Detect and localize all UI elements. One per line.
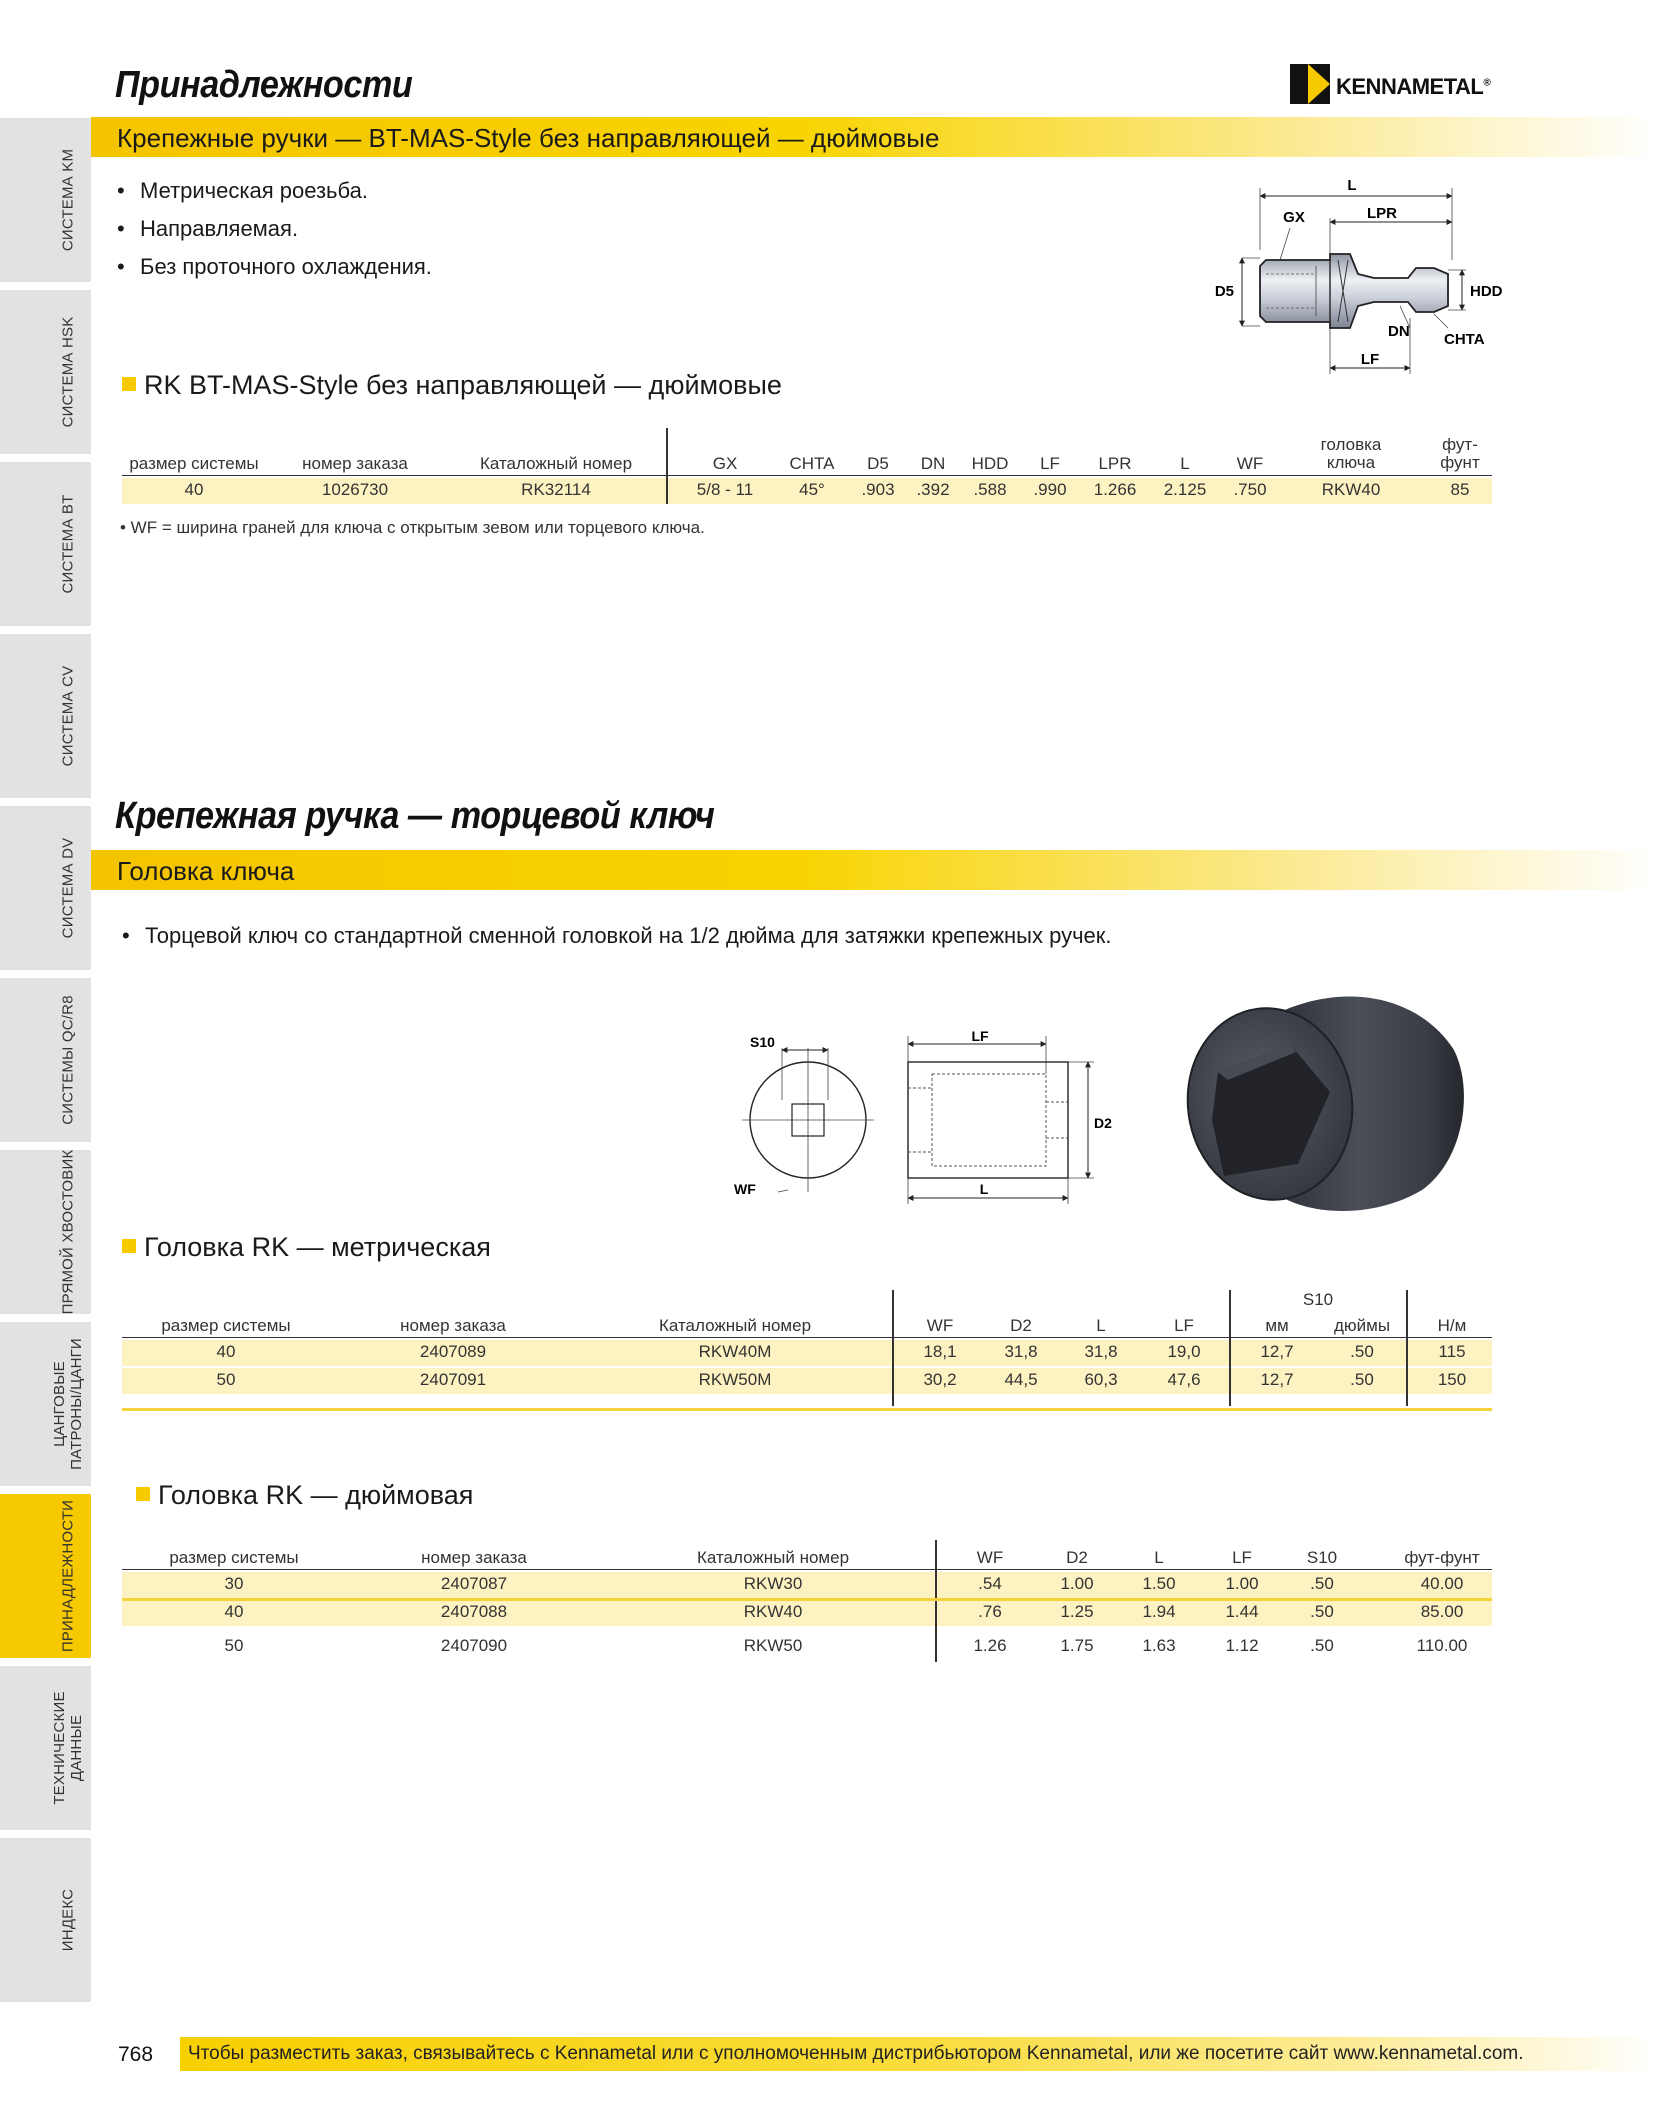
side-tab-label: СИСТЕМА BT (59, 494, 77, 594)
table-row (122, 1600, 1492, 1626)
bullet-item: • Метрическая роезьба. (115, 172, 432, 210)
table-cell: RKW40 (1321, 480, 1381, 499)
section2-band (91, 850, 1658, 890)
side-tab[interactable] (0, 978, 91, 1146)
column-header: L (1154, 1548, 1164, 1567)
logo-reg: ® (1483, 77, 1491, 89)
table-header (122, 1290, 1492, 1338)
side-tab-label: ЦАНГОВЫЕ ПАТРОНЫ/ЦАНГИ (51, 1338, 85, 1470)
column-header: номер заказа (400, 1316, 506, 1335)
column-header: LF (1040, 454, 1060, 473)
column-header: LF (1232, 1548, 1252, 1567)
column-header: размер системы (161, 1316, 291, 1335)
table-cell: 1.00 (1225, 1574, 1259, 1593)
table-cell: 150 (1437, 1370, 1467, 1389)
column-header: HDD (971, 454, 1009, 473)
table-row (122, 1634, 1492, 1660)
table-cell: 19,0 (1167, 1342, 1201, 1361)
side-tab-label: СИСТЕМЫ QC/R8 (59, 995, 77, 1125)
table-cell: 85 (1450, 480, 1470, 499)
diagram-label-D5: D5 (1214, 283, 1234, 300)
table-cell: 1.00 (1060, 1574, 1094, 1593)
pull-stud-table (122, 428, 1492, 506)
table-row (122, 1572, 1492, 1598)
table-cell: .50 (1310, 1602, 1334, 1621)
table-cell: 110.00 (1416, 1636, 1468, 1655)
side-tab-label: СИСТЕМА KM (59, 148, 77, 252)
table-cell: 60,3 (1084, 1370, 1118, 1389)
table-cell: 2407090 (440, 1636, 508, 1655)
diagram-label-LPR: LPR (1367, 205, 1397, 222)
diagram-label-GX: GX (1283, 209, 1305, 226)
table-cell: 12,7 (1260, 1370, 1294, 1389)
table-cell: 30,2 (923, 1370, 957, 1389)
table-cell: 31,8 (1084, 1342, 1118, 1361)
column-header: LF (1174, 1316, 1194, 1335)
column-group-header: S10 (1302, 1290, 1334, 1309)
table-cell: RKW40M (698, 1342, 772, 1361)
column-header: фут- фунт (1440, 435, 1480, 472)
column-header: L (1096, 1316, 1106, 1335)
table-cell: 5/8 - 11 (696, 480, 754, 499)
table-cell: RKW30 (743, 1574, 803, 1593)
table-cell: .750 (1233, 480, 1267, 499)
side-tab[interactable] (0, 1494, 91, 1662)
column-divider (1406, 1290, 1408, 1406)
inch-subhead (136, 1480, 473, 1511)
table-cell: 1.266 (1093, 480, 1137, 499)
column-divider (666, 428, 668, 504)
side-tab-label: ТЕХНИЧЕСКИЕ ДАННЫЕ (51, 1691, 85, 1805)
table-cell: 30 (224, 1574, 244, 1593)
side-tab[interactable] (0, 634, 91, 802)
column-header: S10 (1306, 1548, 1338, 1567)
column-divider (1229, 1290, 1231, 1406)
table-cell: 18,1 (923, 1342, 957, 1361)
table-cell: 50 (224, 1636, 244, 1655)
logo-text: KENNAMETAL (1336, 74, 1484, 99)
table-cell: .50 (1310, 1574, 1334, 1593)
table-cell: .50 (1350, 1370, 1374, 1389)
table-row (122, 1368, 1492, 1394)
section1-band (91, 117, 1658, 157)
table-cell: 47,6 (1167, 1370, 1201, 1389)
diagram-label-LF: LF (1360, 351, 1380, 368)
section1-bullets (115, 172, 432, 286)
table-cell: 1.63 (1142, 1636, 1176, 1655)
table-cell: RKW40 (743, 1602, 803, 1621)
footer-text: Чтобы разместить заказ, связывайтесь с Kennametal или с уполномоченным дистрибьютором Kennametal, или же посетите сайт www.kennametal.com. (188, 2043, 1524, 2064)
drawing-label-D2: D2 (1094, 1115, 1112, 1131)
column-divider (892, 1290, 894, 1406)
table-cell: 45° (799, 480, 825, 499)
side-tab[interactable] (0, 1150, 91, 1318)
table-cell: 50 (216, 1370, 236, 1389)
wf-note: • WF = ширина граней для ключа с открытым зевом или торцевого ключа. (120, 518, 705, 537)
column-header: Каталожный номер (658, 1316, 812, 1335)
table-cell: .50 (1350, 1342, 1374, 1361)
table-cell: 115 (1438, 1342, 1466, 1361)
column-header: D2 (1010, 1316, 1032, 1335)
table-cell: .903 (861, 480, 895, 499)
column-header: D5 (867, 454, 889, 473)
table-cell: RKW50 (743, 1636, 803, 1655)
side-tab[interactable] (0, 1322, 91, 1490)
section2-band-title: Головка ключа (117, 856, 295, 886)
drawing-label-LF: LF (971, 1028, 989, 1044)
side-tabs (0, 118, 91, 2018)
table-cell: 12,7 (1260, 1342, 1294, 1361)
table-cell: 2407088 (440, 1602, 508, 1621)
table-cell: 1.26 (973, 1636, 1007, 1655)
side-tab-label: СИСТЕМА DV (59, 837, 77, 939)
column-header: номер заказа (421, 1548, 527, 1567)
side-tab[interactable] (0, 118, 91, 286)
column-header: WF (1236, 454, 1264, 473)
table-cell: 1.50 (1142, 1574, 1176, 1593)
side-tab[interactable] (0, 806, 91, 974)
table-cell: 1.75 (1060, 1636, 1094, 1655)
column-header: размер системы (169, 1548, 299, 1567)
pull-stud-diagram (1212, 178, 1502, 378)
table-cell: 85.00 (1420, 1602, 1464, 1621)
table-cell: 1.94 (1142, 1602, 1176, 1621)
drawing-label-S10: S10 (750, 1034, 775, 1050)
diagram-label-L: L (1347, 178, 1357, 194)
table-cell: RKW50M (698, 1370, 772, 1389)
table-bottom-rule (122, 1408, 1492, 1411)
side-tab-label: ПРИНАДЛЕЖНОСТИ (59, 1499, 77, 1653)
table-cell: .392 (916, 480, 950, 499)
inch-socket-table (122, 1540, 1492, 1664)
yellow-square-icon (122, 1239, 136, 1253)
table-header (122, 428, 1492, 476)
column-header: мм (1265, 1316, 1289, 1335)
table-cell: 1.44 (1225, 1602, 1259, 1621)
column-header: GX (712, 454, 738, 473)
bullet-item: • Торцевой ключ со стандартной сменной головкой на 1/2 дюйма для затяжки крепежных ручек. (120, 917, 1112, 955)
yellow-square-icon (122, 377, 136, 391)
table-cell: .588 (973, 480, 1007, 499)
table-cell: 44,5 (1004, 1370, 1038, 1389)
table-bottom-rule (122, 1598, 1492, 1601)
side-tab-label: ПРЯМОЙ ХВОСТОВИК (59, 1149, 77, 1315)
table-cell: 2407087 (440, 1574, 508, 1593)
section2-title: Крепежная ручка — торцевой ключ (115, 795, 715, 837)
footer-band (180, 2037, 1658, 2071)
metric-subhead-text: Головка RK — метрическая (144, 1232, 491, 1262)
column-header: размер системы (129, 454, 259, 473)
table-cell: .76 (978, 1602, 1002, 1621)
diagram-label-CHTA: CHTA (1444, 331, 1485, 348)
table-cell: 2.125 (1163, 480, 1207, 499)
table-cell: 40 (224, 1602, 244, 1621)
column-header: CHTA (789, 454, 835, 473)
section1-subhead-text: RK BT-MAS-Style без направляющей — дюймовые (144, 370, 782, 400)
table-cell: 40.00 (1420, 1574, 1464, 1593)
table-cell: 2407091 (419, 1370, 487, 1389)
kennametal-logo-icon (1290, 64, 1330, 104)
section1-band-title: Крепежные ручки — BT-MAS-Style без направляющей — дюймовые (117, 123, 940, 153)
yellow-square-icon (136, 1487, 150, 1501)
table-cell: RK32114 (521, 480, 591, 499)
table-row (122, 1340, 1492, 1366)
table-cell: .50 (1310, 1636, 1334, 1655)
column-header: Н/м (1437, 1316, 1467, 1335)
side-tab[interactable] (0, 1838, 91, 2006)
column-header: L (1180, 454, 1190, 473)
table-cell: 1026730 (321, 480, 389, 499)
table-cell: .990 (1033, 480, 1067, 499)
table-cell: 2407089 (419, 1342, 487, 1361)
drawing-label-WF: WF (734, 1181, 756, 1197)
table-header (122, 1540, 1492, 1570)
column-header: Каталожный номер (479, 454, 633, 473)
inch-subhead-text: Головка RK — дюймовая (158, 1480, 474, 1510)
side-tab[interactable] (0, 462, 91, 630)
column-header: WF (926, 1316, 954, 1335)
column-header: головка ключа (1320, 435, 1382, 472)
table-cell: 1.25 (1060, 1602, 1094, 1621)
column-header: фут-фунт (1404, 1548, 1480, 1567)
section1-subhead (122, 370, 782, 401)
column-header: номер заказа (302, 454, 408, 473)
side-tab-label: СИСТЕМА HSK (59, 316, 77, 428)
socket-render (1172, 980, 1472, 1216)
column-header: DN (920, 454, 946, 473)
table-cell: .54 (978, 1574, 1002, 1593)
column-divider (935, 1540, 937, 1662)
section2-bullets (120, 917, 1112, 955)
page-number: 768 (118, 2043, 154, 2066)
column-header: LPR (1098, 454, 1132, 473)
drawing-label-L: L (979, 1181, 989, 1197)
diagram-label-HDD: HDD (1470, 283, 1502, 300)
table-cell: 31,8 (1004, 1342, 1038, 1361)
diagram-label-DN: DN (1388, 323, 1410, 340)
column-header: D2 (1066, 1548, 1088, 1567)
side-tab[interactable] (0, 290, 91, 458)
column-header: дюймы (1333, 1316, 1391, 1335)
side-tab[interactable] (0, 1666, 91, 1834)
table-cell: 40 (184, 480, 204, 499)
column-header: WF (976, 1548, 1004, 1567)
socket-drawing (728, 1028, 1128, 1208)
metric-subhead (122, 1232, 491, 1263)
side-tab-label: СИСТЕМА CV (59, 665, 77, 767)
bullet-item: • Направляемая. (115, 210, 432, 248)
column-header: Каталожный номер (696, 1548, 850, 1567)
page-title: Принадлежности (115, 64, 413, 106)
table-cell: 40 (216, 1342, 236, 1361)
table-row (122, 478, 1492, 504)
table-cell: 1.12 (1225, 1636, 1259, 1655)
bullet-item: • Без проточного охлаждения. (115, 248, 432, 286)
metric-socket-table (122, 1290, 1492, 1414)
side-tab-label: ИНДЕКС (59, 1888, 77, 1952)
